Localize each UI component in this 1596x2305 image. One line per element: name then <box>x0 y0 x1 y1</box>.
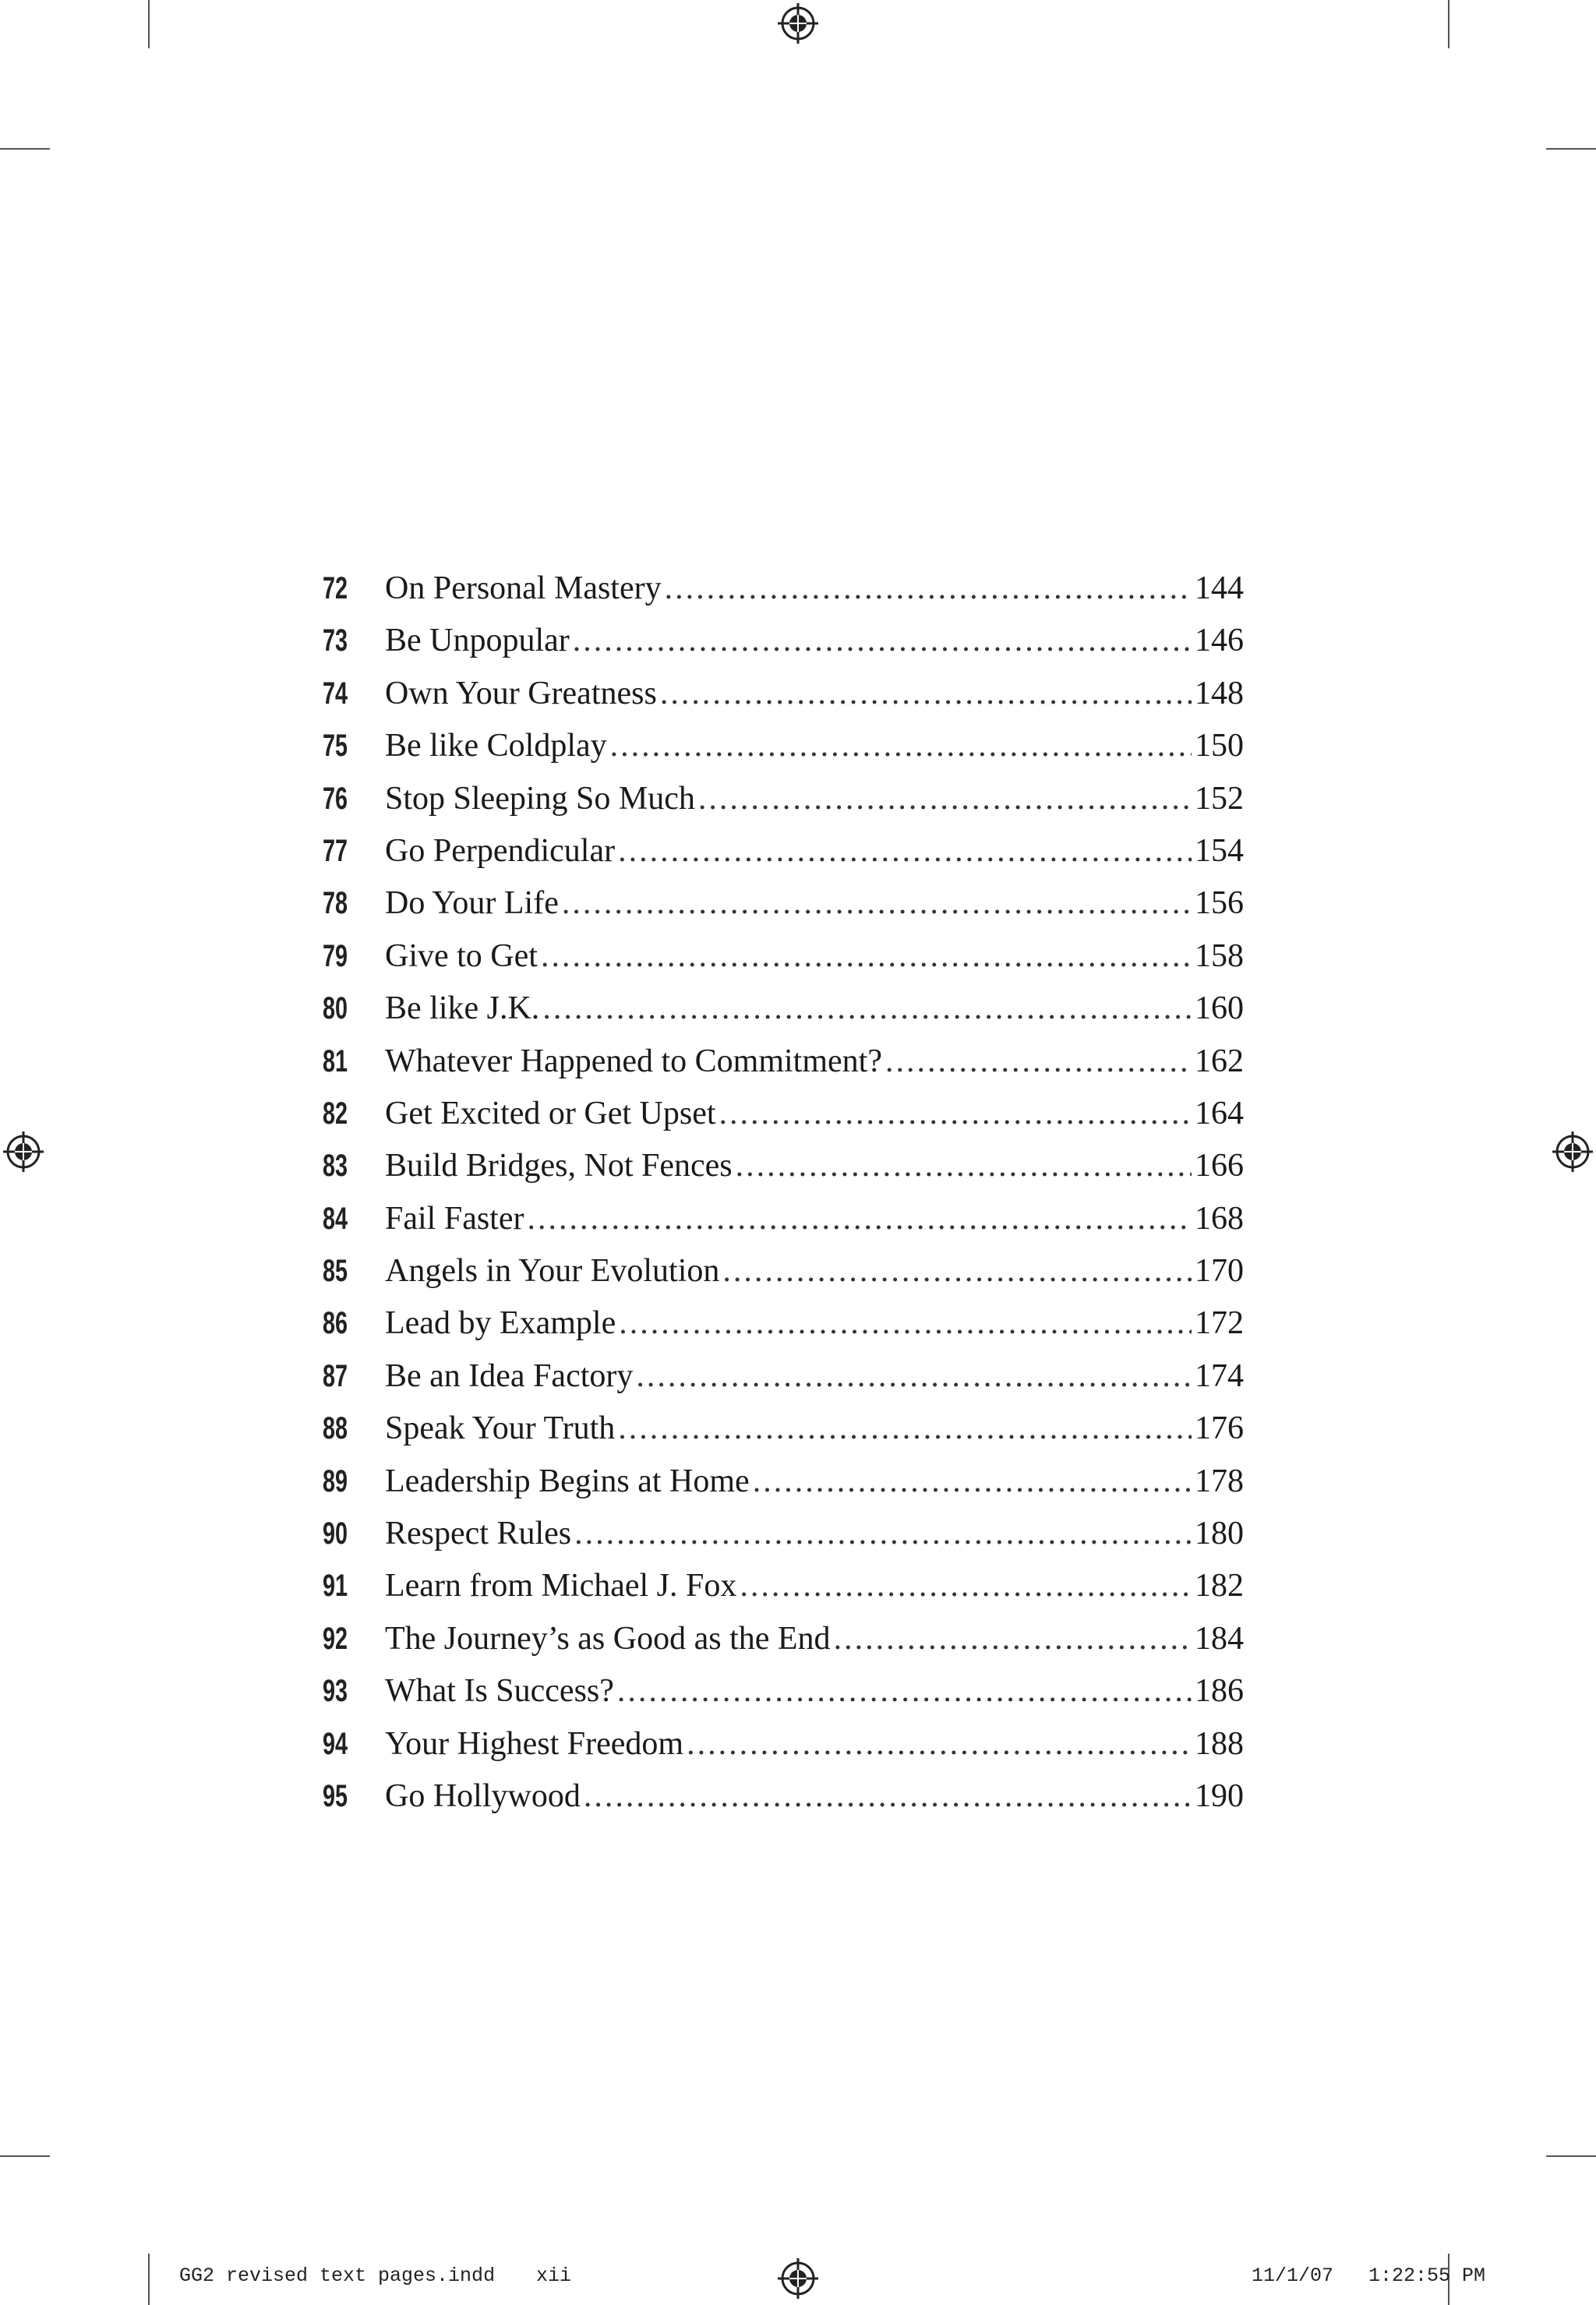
table-of-contents <box>323 563 1244 1823</box>
chapter-title: Go Perpendicular <box>385 832 616 869</box>
toc-entry[interactable] <box>323 1297 1244 1350</box>
chapter-number: 75 <box>323 729 348 764</box>
page-number: 146 <box>1195 623 1244 659</box>
chapter-title: Be an Idea Factory <box>385 1357 634 1394</box>
chapter-number: 73 <box>323 623 348 658</box>
chapter-number: 92 <box>323 1621 348 1656</box>
chapter-title: Stop Sleeping So Much <box>385 780 695 817</box>
dot-leader <box>722 1245 1192 1297</box>
chapter-number: 94 <box>323 1726 348 1761</box>
crop-mark-top-left <box>148 0 150 48</box>
chapter-number: 78 <box>323 886 348 921</box>
chapter-title: Go Hollywood <box>385 1777 581 1814</box>
slug-time: 1:22:55 PM <box>1368 2264 1486 2287</box>
registration-mark-icon <box>1552 1131 1593 1172</box>
page-number: 152 <box>1195 780 1244 817</box>
toc-entry[interactable] <box>323 720 1244 772</box>
chapter-title: Lead by Example <box>385 1305 616 1342</box>
toc-entry[interactable] <box>323 1140 1244 1192</box>
chapter-number: 91 <box>323 1569 348 1604</box>
slug-filename: GG2 revised text pages.indd <box>179 2264 496 2287</box>
page-number: 186 <box>1195 1673 1244 1710</box>
chapter-title: Respect Rules <box>385 1516 572 1552</box>
dot-leader <box>834 1613 1192 1665</box>
chapter-number: 86 <box>323 1306 348 1341</box>
toc-entry[interactable] <box>323 1193 1244 1245</box>
toc-entry[interactable] <box>323 825 1244 877</box>
chapter-title: Fail Faster <box>385 1200 524 1237</box>
page-number: 156 <box>1195 885 1244 922</box>
page-number: 158 <box>1195 937 1244 974</box>
chapter-number: 89 <box>323 1463 348 1498</box>
dot-leader <box>574 1508 1192 1560</box>
toc-entry[interactable] <box>323 983 1244 1035</box>
toc-entry[interactable] <box>323 1718 1244 1770</box>
toc-entry[interactable] <box>323 877 1244 930</box>
toc-entry[interactable] <box>323 773 1244 825</box>
toc-entry[interactable] <box>323 668 1244 720</box>
chapter-number: 83 <box>323 1149 348 1184</box>
dot-leader <box>636 1350 1192 1403</box>
page-number: 184 <box>1195 1620 1244 1657</box>
dot-leader <box>665 563 1192 615</box>
chapter-title: Own Your Greatness <box>385 675 657 711</box>
dot-leader <box>736 1140 1192 1192</box>
toc-entry[interactable] <box>323 1088 1244 1140</box>
dot-leader <box>618 1403 1192 1455</box>
dot-leader <box>617 1665 1192 1717</box>
chapter-number: 76 <box>323 781 348 816</box>
page-number: 162 <box>1195 1043 1244 1079</box>
chapter-number: 95 <box>323 1778 348 1813</box>
dot-leader <box>527 1193 1192 1245</box>
registration-mark-icon <box>778 2258 818 2299</box>
chapter-title: Build Bridges, Not Fences <box>385 1148 733 1184</box>
chapter-title: The Journey’s as Good as the End <box>385 1620 831 1657</box>
page-number: 178 <box>1195 1463 1244 1499</box>
page-number: 160 <box>1195 990 1244 1027</box>
chapter-title: Be like J.K. <box>385 990 540 1027</box>
chapter-number: 84 <box>323 1201 348 1236</box>
slug-page-label: xii <box>536 2264 572 2287</box>
chapter-title: Be like Coldplay <box>385 728 607 764</box>
crop-mark-right-top <box>1546 148 1596 150</box>
chapter-number: 81 <box>323 1043 348 1078</box>
dot-leader <box>687 1718 1192 1770</box>
page-number: 180 <box>1195 1516 1244 1552</box>
chapter-number: 85 <box>323 1254 348 1289</box>
dot-leader <box>573 615 1192 667</box>
chapter-title: What Is Success? <box>385 1673 614 1710</box>
toc-entry[interactable] <box>323 1508 1244 1560</box>
chapter-number: 93 <box>323 1674 348 1709</box>
registration-mark-icon <box>778 3 818 44</box>
chapter-title: Do Your Life <box>385 885 559 922</box>
dot-leader <box>562 877 1192 930</box>
dot-leader <box>885 1036 1192 1088</box>
chapter-number: 87 <box>323 1358 348 1393</box>
dot-leader <box>740 1560 1192 1612</box>
dot-leader <box>618 825 1192 877</box>
toc-entry[interactable] <box>323 1665 1244 1717</box>
chapter-title: Learn from Michael J. Fox <box>385 1568 737 1604</box>
registration-mark-icon <box>3 1131 44 1172</box>
toc-entry[interactable] <box>323 1560 1244 1612</box>
dot-leader <box>542 983 1192 1035</box>
chapter-title: Get Excited or Get Upset <box>385 1095 716 1131</box>
page-number: 150 <box>1195 728 1244 764</box>
chapter-number: 80 <box>323 991 348 1026</box>
toc-entry[interactable] <box>323 1245 1244 1297</box>
page-number: 190 <box>1195 1777 1244 1814</box>
chapter-title: Whatever Happened to Commitment? <box>385 1043 882 1079</box>
toc-entry[interactable] <box>323 930 1244 983</box>
crop-mark-left-top <box>0 148 50 150</box>
chapter-number: 90 <box>323 1516 348 1551</box>
toc-entry[interactable] <box>323 1456 1244 1508</box>
chapter-number: 79 <box>323 938 348 973</box>
slug-date: 11/1/07 <box>1252 2264 1334 2287</box>
page-number: 144 <box>1195 570 1244 606</box>
page-number: 168 <box>1195 1200 1244 1237</box>
chapter-title: Speak Your Truth <box>385 1410 616 1447</box>
dot-leader <box>719 1088 1192 1140</box>
page-number: 182 <box>1195 1568 1244 1604</box>
dot-leader <box>753 1456 1192 1508</box>
toc-entry[interactable] <box>323 615 1244 667</box>
toc-entry[interactable] <box>323 1350 1244 1403</box>
chapter-number: 74 <box>323 676 348 711</box>
page-number: 174 <box>1195 1357 1244 1394</box>
page-number: 154 <box>1195 832 1244 869</box>
page-number: 176 <box>1195 1410 1244 1447</box>
chapter-number: 77 <box>323 833 348 868</box>
page-number: 172 <box>1195 1305 1244 1342</box>
chapter-number: 82 <box>323 1096 348 1131</box>
crop-mark-bottom-left <box>148 2254 150 2305</box>
dot-leader <box>660 668 1192 720</box>
chapter-title: Leadership Begins at Home <box>385 1463 750 1499</box>
crop-mark-top-right <box>1448 0 1449 48</box>
page-number: 170 <box>1195 1253 1244 1290</box>
toc-entry[interactable] <box>323 1403 1244 1455</box>
page-number: 188 <box>1195 1725 1244 1762</box>
toc-entry[interactable] <box>323 563 1244 615</box>
dot-leader <box>584 1770 1192 1823</box>
chapter-number: 72 <box>323 571 348 605</box>
page-number: 148 <box>1195 675 1244 711</box>
chapter-number: 88 <box>323 1411 348 1446</box>
page-number: 164 <box>1195 1095 1244 1131</box>
chapter-title: Angels in Your Evolution <box>385 1253 720 1290</box>
dot-leader <box>698 773 1192 825</box>
crop-mark-left-bottom <box>0 2155 50 2157</box>
page-number: 166 <box>1195 1148 1244 1184</box>
toc-entry[interactable] <box>323 1613 1244 1665</box>
crop-mark-right-bottom <box>1546 2155 1596 2157</box>
chapter-title: Give to Get <box>385 937 538 974</box>
chapter-title: Be Unpopular <box>385 623 570 659</box>
chapter-title: Your Highest Freedom <box>385 1725 684 1762</box>
dot-leader <box>610 720 1192 772</box>
toc-entry[interactable] <box>323 1036 1244 1088</box>
dot-leader <box>619 1297 1192 1350</box>
dot-leader <box>541 930 1192 983</box>
chapter-title: On Personal Mastery <box>385 570 662 606</box>
toc-entry[interactable] <box>323 1770 1244 1823</box>
